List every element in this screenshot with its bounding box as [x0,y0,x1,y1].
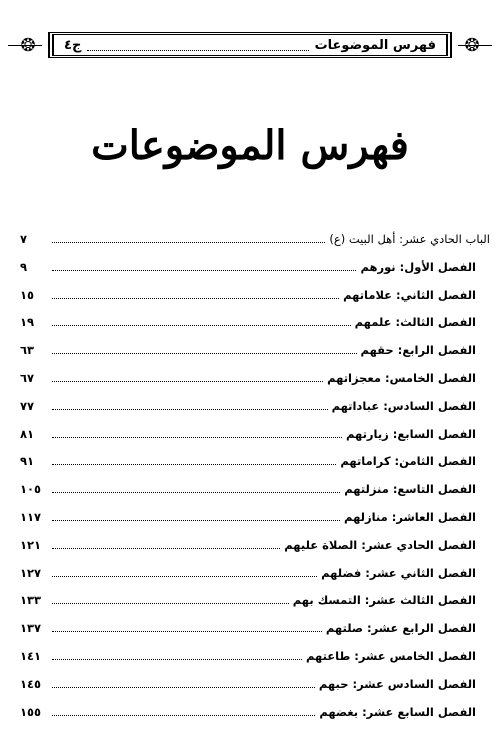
leader-dots [52,511,340,521]
toc-entry-label: الفصل الثاني: علاماتهم [343,287,476,302]
leader-dots [52,400,328,410]
leader-dots [52,289,339,299]
toc-entry-label: الفصل الثاني عشر: فضلهم [321,565,476,580]
toc-page-number: ١٩ [20,315,35,330]
toc-entry-label: الفصل الرابع عشر: صلتهم [325,621,476,636]
toc-row [20,566,476,580]
leader-dots [52,455,336,465]
toc-row [20,427,476,441]
toc-row [20,621,476,635]
toc-page-number: ٩ [20,259,28,274]
toc-entry-label: الفصل السابع: زيارتهم [346,426,476,441]
toc-page-number: ١٢٧ [20,565,42,580]
leader-dots [52,372,323,382]
toc-entry-label: الفصل الثالث عشر: التمسك بهم [292,593,476,608]
header-rule-right [458,45,492,46]
toc-row [20,593,476,607]
toc-page-number: ٦٧ [20,371,35,385]
toc-page-number: ٩١ [20,454,35,469]
leader-dots [52,622,322,632]
toc-page-number: ١٠٥ [20,482,42,497]
toc-row [20,399,476,413]
toc-page-number: ٧ [20,232,28,246]
leader-dots [52,706,315,716]
toc-page-number: ١١٧ [20,510,42,524]
leader-dots [52,483,340,493]
toc-entry-label: الفصل السادس: عباداتهم [331,398,476,413]
toc-row [20,677,476,691]
ornament-right-icon: ❂ [464,35,480,56]
leader-dots [52,650,302,660]
toc-row [20,538,476,552]
toc-page-number: ١٥٥ [20,704,42,719]
toc-row [20,315,476,329]
header-volume: ج٤ [64,37,82,53]
toc-row [20,482,476,496]
toc-row [20,510,476,524]
toc-entry-label: الفصل السابع عشر: بغضهم [319,704,476,719]
leader-dots [52,233,325,243]
header-leader-dots [87,40,308,51]
leader-dots [52,678,315,688]
page-title: فهرس الموضوعات [91,122,409,169]
header-frame [48,32,452,58]
toc-entry-label: الفصل الخامس: معجزاتهم [327,371,476,385]
toc-entry-label: الفصل الأول: نورهم [360,259,476,274]
toc-page-number: ٨١ [20,426,35,441]
toc-entry-label: الفصل الرابع: حقهم [360,343,476,358]
toc-row [20,260,476,274]
toc-entry-label: الفصل التاسع: منزلتهم [344,482,476,497]
toc-row [20,371,476,385]
leader-dots [52,261,356,271]
toc-row [20,343,476,357]
toc-chapter-row [20,232,490,246]
toc-row [20,649,476,663]
ornament-left-icon: ❂ [20,35,36,56]
toc-entry-label: الفصل الحادي عشر: الصلاة عليهم [284,537,476,552]
toc-page-number: ٦٣ [20,343,35,358]
toc-page-number: ١٣٧ [20,621,42,636]
leader-dots [52,567,317,577]
toc-row [20,288,476,302]
toc-page-number: ١٥ [20,287,35,302]
toc-entry-label: الفصل العاشر: منازلهم [344,510,476,524]
toc-entry-label: الفصل الخامس عشر: طاعتهم [305,649,476,663]
toc-entry-label: الفصل الثامن: كراماتهم [340,454,476,469]
toc-page-number: ١٢١ [20,537,42,552]
toc-page-number: ٧٧ [20,398,35,413]
leader-dots [52,594,289,604]
leader-dots [52,316,351,326]
toc-page-number: ١٤٥ [20,676,42,691]
toc-row [20,454,476,468]
header-title: فهرس الموضوعات [314,37,436,53]
toc-entry-label: الفصل الثالث: علمهم [354,315,476,330]
toc-entry-label: الباب الحادي عشر: أهل البيت (ع) [329,232,490,246]
toc-row [20,705,476,719]
leader-dots [52,539,280,549]
toc-entry-label: الفصل السادس عشر: حبهم [318,676,476,691]
toc-page-number: ١٤١ [20,649,42,663]
leader-dots [52,428,342,438]
toc-page-number: ١٣٣ [20,593,42,608]
leader-dots [52,344,357,354]
running-header [8,26,492,66]
